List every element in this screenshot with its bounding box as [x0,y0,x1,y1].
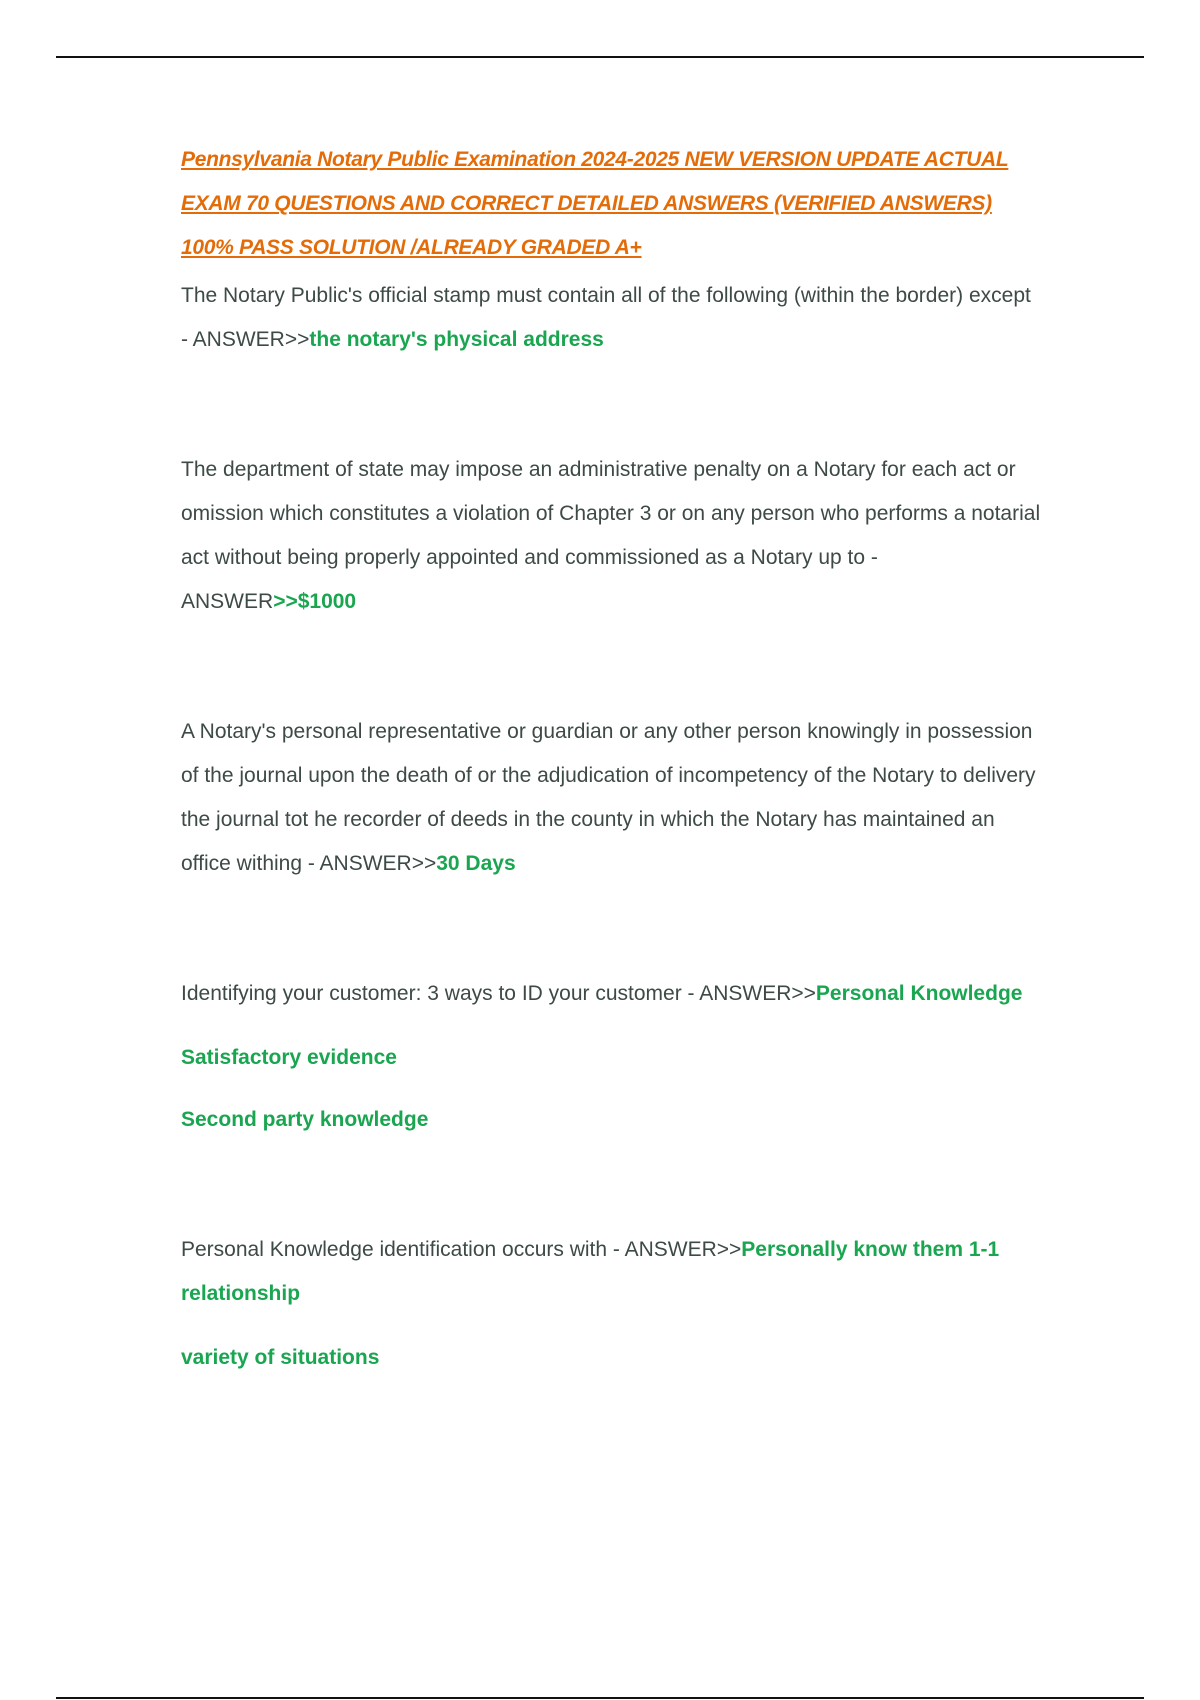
answer-text: Personally know them 1-1 relationship [181,1238,1000,1305]
answer-text: Personal Knowledge [815,982,1023,1005]
question-text: Personal Knowledge identification occurs with - ANSWER>> [181,1238,742,1261]
document-title: Pennsylvania Notary Public Examination 2024-2025 NEW VERSION UPDATE ACTUAL EXAM 70 QUESTIONS AND CORRECT DETAILED ANSWERS (VERIFIED ANSWERS) 100% PASS SOLUTION /ALREADY GRADED A+ [181,148,1009,259]
top-rule [56,56,1144,58]
question-3 [181,710,1041,886]
question-4 [181,972,1041,1016]
question-text: The Notary Public's official stamp must contain all of the following (within the border) except - ANSWER>> [181,284,1031,351]
question-text: The department of state may impose an administrative penalty on a Notary for each act or omission which constitutes a violation of Chapter 3 or on any person who performs a notarial act without being properly appointed and commissioned as a Notary up to - ANSWER [181,458,1041,613]
question-2 [181,448,1041,624]
answer-text: 30 Days [436,852,516,875]
answer-line: variety of situations [181,1346,380,1369]
document-content [181,138,1041,1380]
answer-text: >>$1000 [273,590,357,613]
answer-line: Second party knowledge [181,1108,429,1131]
question-5 [181,1228,1041,1316]
bottom-rule [56,1697,1144,1699]
answer-line: Satisfactory evidence [181,1046,397,1069]
answer-text: the notary's physical address [309,328,604,351]
question-text: Identifying your customer: 3 ways to ID your customer - ANSWER>> [181,982,816,1005]
question-text: A Notary's personal representative or guardian or any other person knowingly in possession of the journal upon the death of or the adjudication of incompetency of the Notary to delivery the journal tot he recorder of deeds in the county in which the Notary has maintained an office withing - ANSWER>> [181,720,1036,875]
question-1 [181,274,1041,362]
